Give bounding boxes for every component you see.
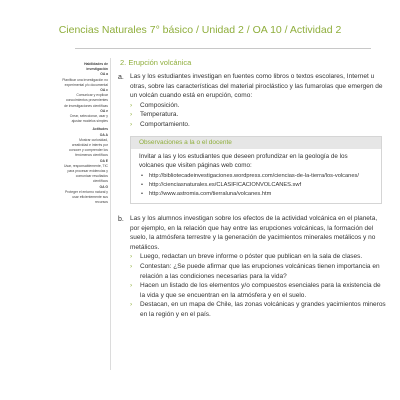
title-divider — [75, 48, 371, 49]
chevron-right-icon: › — [130, 262, 133, 270]
link-item — [139, 172, 373, 181]
list-item-text: Contestan: ¿Se puede afirmar que las erupciones volcánicas tienen importancia en relación a las condiciones necesarias para la vida? — [140, 262, 380, 280]
section-title: Erupción volcánica — [128, 58, 192, 67]
chevron-right-icon: › — [130, 253, 133, 261]
sidebar-text: Planificar una investigación no experimental y/o documental — [62, 77, 108, 87]
sidebar-code: OA A — [99, 132, 108, 137]
bullet-list — [130, 252, 386, 319]
sidebar-text: Usar, responsablemente, TIC para procesar evidencias y comunicar resultados científicos — [63, 163, 108, 184]
list-item — [130, 281, 386, 300]
resource-link[interactable]: http://www.astromia.com/tierraluna/volcanes.htm — [149, 190, 272, 197]
list-item — [130, 300, 386, 319]
sidebar-label: Habilidades de investigación — [84, 62, 108, 72]
list-item — [130, 110, 386, 120]
page-title: Ciencias Naturales 7° básico / Unidad 2 / OA 10 / Actividad 2 — [58, 24, 342, 36]
sidebar-text: Crear, seleccionar, usar y ajustar modelos simples — [69, 114, 108, 124]
resource-link[interactable]: http://bibliotecadeinvestigaciones.wordpress.com/ciencias-de-la-tierra/los-volcanes/ — [149, 172, 359, 179]
list-item — [130, 101, 386, 111]
item-letter: a. — [118, 74, 124, 81]
section-heading — [118, 57, 386, 68]
teacher-notes-text: Invitar a las y los estudiantes que deseen profundizar en la geología de los volcanes que visiten páginas web como: — [139, 152, 348, 169]
sidebar-text: Mostrar curiosidad, creatividad e interés por conocer y comprender los fenómenos científicos — [68, 137, 108, 158]
chevron-right-icon: › — [130, 282, 133, 290]
sidebar — [62, 62, 108, 208]
sidebar-code: OA a — [100, 72, 108, 77]
sidebar-text: Proteger el entorno natural y usar eficientemente sus recursos — [65, 189, 108, 205]
list-item — [130, 120, 386, 130]
item-text: Las y los alumnos investigan sobre los efectos de la actividad volcánica en el planeta, por ejemplo, en la relación que hay entre las erupciones volcánicas, la formación del suelo, la atmósfera terrestre y la generación de yacimientos minerales metálicos y no metálicos. — [130, 214, 378, 251]
link-item — [139, 181, 373, 190]
teacher-notes-body — [131, 149, 381, 203]
bullet-icon: • — [141, 181, 143, 188]
list-item-text: Luego, redactan un breve informe o póster que publican en la sala de clases. — [140, 253, 363, 261]
list-item-text: Hacen un listado de los elementos y/o compuestos esenciales para la existencia de la vida y que se encuentran en la atmósfera y en el suelo. — [140, 282, 381, 299]
link-list — [139, 172, 373, 199]
sidebar-code: OA G — [99, 184, 108, 189]
item-b — [118, 214, 386, 320]
teacher-notes-box — [130, 136, 382, 204]
list-item-text: Temperatura. — [140, 111, 179, 119]
column-divider — [110, 58, 111, 370]
sidebar-skills-block — [62, 62, 108, 124]
sidebar-attitudes-block — [62, 127, 108, 205]
item-letter: b. — [118, 215, 124, 223]
bullet-list — [130, 101, 386, 130]
chevron-right-icon: › — [130, 111, 133, 119]
item-a — [118, 72, 386, 130]
sidebar-text: Comunicar y explicar conocimientos provenientes de investigaciones científicas — [64, 93, 108, 108]
link-item — [139, 190, 373, 199]
chevron-right-icon: › — [130, 120, 133, 128]
sidebar-label: Actitudes — [92, 127, 108, 132]
sidebar-code: OA E — [99, 158, 108, 163]
item-text: Las y los estudiantes investigan en fuentes como libros o textos escolares, Internet u otras, sobre las características del material piroclástico y las fumarolas que emergen de un volcán cuando está en erupción, como: — [130, 73, 383, 100]
list-item — [130, 262, 386, 281]
chevron-right-icon: › — [130, 101, 133, 109]
bullet-icon: • — [141, 172, 143, 179]
list-item-text: Comportamiento. — [140, 120, 190, 128]
resource-link[interactable]: http://cienciasnaturales.es/CLASIFICACIONVOLCANES.swf — [149, 181, 302, 188]
list-item-text: Destacan, en un mapa de Chile, las zonas volcánicas y grandes yacimientos mineros en la región y en el país. — [140, 301, 386, 318]
bullet-icon: • — [141, 190, 143, 197]
main-content — [118, 57, 386, 320]
chevron-right-icon: › — [130, 301, 133, 309]
teacher-notes-title: Observaciones a la o el docente — [131, 137, 381, 149]
list-item-text: Composición. — [140, 101, 180, 109]
list-item — [130, 252, 386, 262]
sidebar-code: OA e — [100, 108, 108, 113]
section-number: 2. — [120, 58, 127, 67]
sidebar-code: OA c — [100, 88, 108, 93]
